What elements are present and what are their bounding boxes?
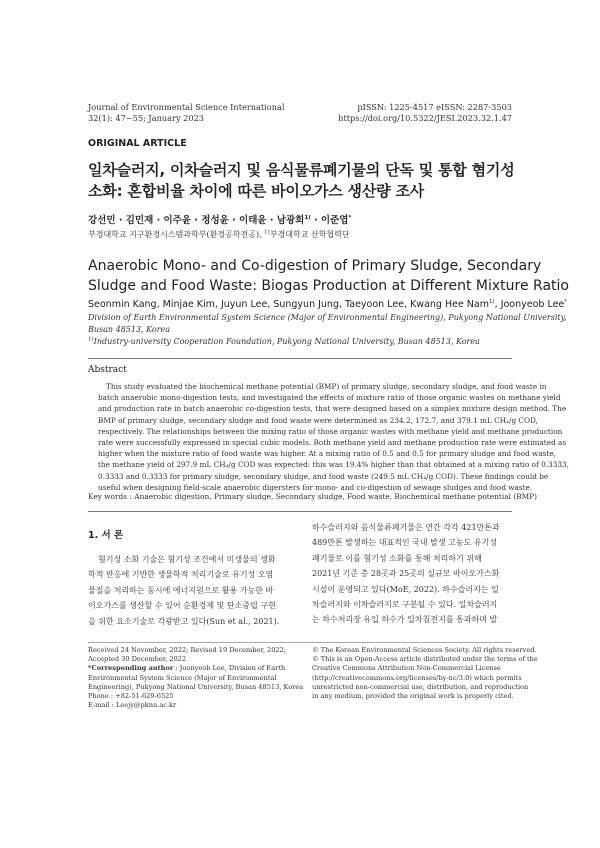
doi-link[interactable]: https://doi.org/10.5322/JESI.2023.32.1.47: [338, 113, 512, 123]
english-affiliation-2: [88, 336, 528, 348]
intro-left-line: 물질을 처리하는 동시에 에너지원으로 활용 가능한 바: [88, 585, 274, 595]
license-line: (http://creativecommons.org/licenses/by-nc/3.0) which permits: [312, 673, 522, 682]
abstract-line: 0.3333 and 0.3333 for primary sludge, secondary sludge, and food waste (249.5 mL CH₄/g COD). These findings could be: [98, 471, 549, 481]
footnote-right: [312, 646, 538, 701]
journal-issue: 32(1): 47~55; January 2023: [88, 113, 205, 123]
abstract-line: useful when designing field-scale anaerobic digersters for mono- and co-digestion of sewage sludges and food waste.: [98, 482, 533, 492]
intro-left-line: 을 위한 요소기술로 각광받고 있다(Sun et al., 2021).: [88, 616, 280, 626]
abstract-line: respectively. The relationships between the mixing ratio of those organic wastes with methane yield and methane production: [98, 426, 563, 436]
abstract-line: This study evaluated the biochemical methane potential (BMP) of primary sludge, secondary sludge, and food waste in: [106, 382, 547, 391]
intro-right-line: 2021년 기준 총 28곳과 25곳의 실규모 바이오가스화: [312, 569, 500, 579]
abstract-line: and production rate in batch anaerobic co-digestion tests, that were designed based on a simplex mixture design method. The: [98, 404, 567, 414]
keywords-text: Anaerobic digestion, Primary sludge, Secondary sludge, Food waste, Biochemical methane potential (BMP): [134, 492, 538, 501]
corresponding-star: *: [348, 214, 352, 221]
english-affiliations: [88, 312, 567, 348]
english-authors: [88, 299, 567, 310]
corresponding-affiliation-1: Environmental System Science (Major of Environmental: [88, 673, 277, 682]
license-line: Creative Commons Attribution Non-Commercial License: [312, 664, 501, 673]
korean-title-line-2: 소화: 혼합비율 차이에 따른 바이오가스 생산량 조사: [88, 182, 425, 200]
korean-author-sup: 1): [304, 214, 311, 221]
intro-right-line: 는 하수처리장 유입 하수가 일차침전지를 통과하며 발: [312, 615, 498, 625]
footnote-divider: [88, 642, 512, 643]
corresponding-label: *Corresponding author: [88, 664, 174, 673]
received-dates: Received 24 November, 2022; Revised 19 December, 2022;: [88, 646, 287, 654]
journal-header: [88, 102, 285, 124]
korean-affiliation-2: 부경대학교 산학협력단: [269, 230, 350, 239]
english-author-sup: 1): [489, 298, 495, 305]
abstract-line: higher when the mixture ratio of food waste was higher. At a mixing ratio of 0.5 and 0.5 for primary sludge and food waste,: [98, 449, 556, 459]
english-affiliation-2-text: Industry-university Cooperation Foundation, Pukyong National University, Busan 48513, Korea: [93, 337, 480, 346]
intro-left-line: 학적 반응에 기반한 생물학적 처리기술로 유기성 오염: [88, 570, 274, 580]
intro-right-column: [312, 520, 524, 628]
english-author-names: Seonmin Kang, Minjae Kim, Juyun Lee, Sungyun Jung, Taeyoon Lee, Kwang Hee Nam: [88, 299, 489, 310]
english-affiliation-2-sup: 1): [88, 336, 94, 343]
article-type: ORIGINAL ARTICLE: [88, 138, 187, 149]
intro-right-line: 차슬러지와 이차슬러지로 구분될 수 있다. 일차슬러지: [312, 600, 498, 610]
section-heading: 1. 서 론: [88, 530, 124, 541]
divider-top: [88, 358, 512, 359]
footnote-left: [88, 646, 302, 710]
english-title-line-1: Anaerobic Mono- and Co-digestion of Primary Sludge, Secondary: [88, 258, 542, 274]
keywords: [88, 492, 538, 501]
journal-identifiers: [338, 102, 512, 124]
license-line: © This is an Open-Access article distributed under the terms of the: [312, 655, 538, 664]
email-link[interactable]: E-mail : Leejy@pknu.ac.kr: [88, 701, 177, 710]
corresponding-affiliation-2: Engineering), Pukyong National University, Busan 48513, Korea: [88, 682, 304, 691]
korean-title: [88, 160, 528, 202]
keywords-label: Key words :: [88, 492, 132, 501]
abstract-line: BMP of primary sludge, secondary sludge and food waste were determined as 234.2, 172.7, and 379.1 mL CH₄/g COD,: [98, 415, 538, 425]
intro-right-line: 하수슬러지와 음식물류폐기물은 연간 각각 421만톤과: [312, 523, 500, 532]
abstract-line: the methane yield of 297.9 mL CH₄/g COD was expected: this was 19.4% higher than that obtained at a mixing ratio of 0.3333,: [98, 460, 569, 470]
abstract-text: [88, 381, 569, 493]
intro-right-line: 폐기물로 이를 혐기성 소화를 통해 처리하기 위해: [312, 553, 482, 563]
english-author-last: , Joonyeob Lee: [494, 299, 565, 310]
issn: pISSN: 1225-4517 eISSN: 2287-3503: [357, 102, 512, 112]
accepted-date: Accepted 30 December, 2022: [88, 655, 187, 664]
korean-authors: [88, 212, 351, 226]
intro-left-column: [88, 552, 300, 629]
phone: Phone : +82-51-629-6525: [88, 692, 174, 701]
abstract-heading: Abstract: [88, 365, 127, 375]
abstract-line: rate were successfully expressed in special cubic models. Both methane yield and methane production rate were estimated as: [98, 438, 567, 448]
korean-affiliation-sup: 1): [264, 229, 270, 236]
divider-bottom: [88, 511, 512, 512]
abstract-line: batch anaerobic mono-digestion tests, and investigated the effects of mixture ratio of those organic wastes on methane yield: [98, 393, 561, 403]
english-affiliation-1b: Busan 48513, Korea: [88, 325, 171, 334]
korean-affiliation: [88, 229, 350, 240]
english-title-line-2: Sludge and Food Waste: Biogas Production at Different Mixture Ratio: [88, 278, 569, 294]
korean-title-line-1: 일차슬러지, 이차슬러지 및 음식물류폐기물의 단독 및 통합 혐기성: [88, 161, 515, 179]
license-line: in any medium, provided the original work is properly cited.: [312, 692, 514, 701]
journal-name: Journal of Environmental Science International: [88, 102, 285, 112]
intro-right-line: 시설이 운영되고 있다(MoE, 2022). 하수슬러지는 일: [312, 584, 499, 594]
korean-author-last: · 이준엽: [310, 215, 349, 226]
english-title: [88, 256, 569, 296]
korean-author-names: 강선민 · 김민재 · 이주윤 · 정성윤 · 이태윤 · 남광희: [88, 215, 305, 226]
corresponding-author: [88, 664, 302, 673]
english-corresponding-star: *: [564, 298, 568, 305]
license-line: © The Korean Environmental Sciences Society. All rights reserved.: [312, 646, 537, 654]
abstract-body: [88, 381, 569, 493]
corresponding-text: : Joonyeob Lee, Division of Earth: [173, 664, 286, 673]
intro-left-line: 혐기성 소화 기술은 혐기성 조건에서 미생물의 생화: [98, 555, 276, 564]
intro-left-line: 이오가스를 생산할 수 있어 순환경제 및 탄소중립 구현: [88, 601, 276, 611]
license-line: unrestricted non-commercial use, distribution, and reproduction: [312, 682, 529, 691]
intro-right-line: 489만톤 발생하는 대표적인 국내 발생 고농도 유기성: [312, 538, 498, 548]
english-affiliation-1a: Division of Earth Environmental System Science (Major of Environmental Engineering), Pukyong National University,: [88, 313, 567, 322]
korean-affiliation-1: 부경대학교 지구환경시스템과학부(환경공학전공),: [88, 230, 265, 239]
